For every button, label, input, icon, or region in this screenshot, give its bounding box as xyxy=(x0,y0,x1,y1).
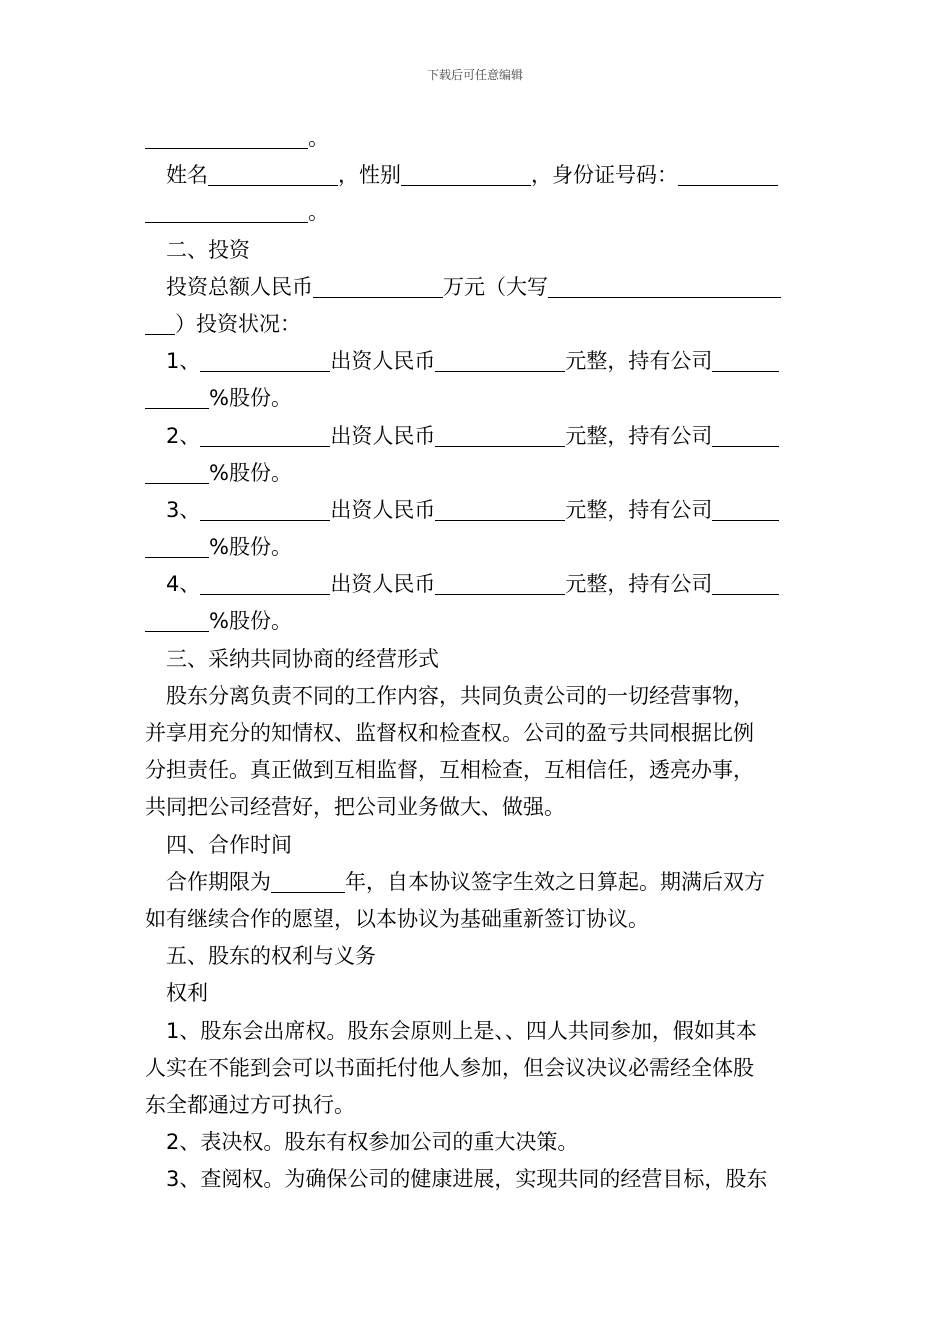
fill-blank[interactable] xyxy=(145,309,175,335)
fill-blank[interactable] xyxy=(200,421,330,447)
subsection-heading: 权利 xyxy=(166,981,208,1006)
fill-blank[interactable] xyxy=(313,272,443,298)
text-line: 姓名 ，性别 ，身份证号码： xyxy=(145,157,807,194)
text-line: %股份。 xyxy=(145,529,807,566)
section-heading: 三、采纳共同协商的经营形式 xyxy=(166,646,439,671)
fill-blank[interactable] xyxy=(435,346,565,372)
text-line: %股份。 xyxy=(145,380,807,417)
text-line: 合作期限为 年，自本协议签字生效之日算起。期满后双方 xyxy=(145,864,807,901)
fill-blank[interactable] xyxy=(145,197,308,223)
text-line: 1、 出资人民币 元整，持有公司 xyxy=(145,343,807,380)
text-line: 人实在不能到会可以书面托付他人参加，但会议决议必需经全体股 xyxy=(145,1055,754,1080)
fill-blank[interactable] xyxy=(145,123,308,149)
fill-blank[interactable] xyxy=(200,346,330,372)
document-body xyxy=(145,120,807,1198)
fill-blank[interactable] xyxy=(712,569,779,595)
section-heading: 五、股东的权利与义务 xyxy=(166,944,376,969)
text-line: 。 xyxy=(145,120,807,157)
text-line: 2、表决权。股东有权参加公司的重大决策。 xyxy=(166,1130,579,1155)
fill-blank[interactable] xyxy=(200,569,330,595)
text-line: 3、 出资人民币 元整，持有公司 xyxy=(145,492,807,529)
text-line: 投资总额人民币 万元（大写 xyxy=(145,269,807,306)
text-line: %股份。 xyxy=(145,603,807,640)
text-line: 分担责任。真正做到互相监督，互相检查，互相信任，透亮办事， xyxy=(145,758,754,783)
fill-blank[interactable] xyxy=(145,458,209,484)
section-heading: 二、投资 xyxy=(166,237,250,262)
fill-blank[interactable] xyxy=(401,160,531,186)
fill-blank[interactable] xyxy=(435,421,565,447)
text-line: ）投资状况： xyxy=(145,306,807,343)
text-line: 3、查阅权。为确保公司的健康进展，实现共同的经营目标，股东 xyxy=(166,1167,768,1192)
page-header: 下载后可任意编辑 xyxy=(426,68,523,82)
fill-blank[interactable] xyxy=(712,495,779,521)
section-heading: 四、合作时间 xyxy=(166,832,292,857)
fill-blank[interactable] xyxy=(145,532,209,558)
text-line: 1、股东会出席权。股东会原则上是、、四人共同参加，假如其本 xyxy=(166,1018,757,1043)
text-line: %股份。 xyxy=(145,455,807,492)
text-line: 2、 出资人民币 元整，持有公司 xyxy=(145,418,807,455)
text-line: 如有继续合作的愿望，以本协议为基础重新签订协议。 xyxy=(145,906,649,931)
fill-blank[interactable] xyxy=(435,495,565,521)
fill-blank[interactable] xyxy=(712,421,779,447)
text-line: 共同把公司经营好，把公司业务做大、做强。 xyxy=(145,795,565,820)
fill-blank[interactable] xyxy=(678,160,778,186)
text-line: 。 xyxy=(145,194,807,231)
fill-blank[interactable] xyxy=(435,569,565,595)
fill-blank[interactable] xyxy=(208,160,338,186)
text-line: 东全都通过方可执行。 xyxy=(145,1092,355,1117)
fill-blank[interactable] xyxy=(145,606,209,632)
fill-blank[interactable] xyxy=(712,346,779,372)
fill-blank[interactable] xyxy=(200,495,330,521)
text-line: 4、 出资人民币 元整，持有公司 xyxy=(145,566,807,603)
fill-blank[interactable] xyxy=(271,867,345,893)
fill-blank[interactable] xyxy=(145,383,209,409)
fill-blank[interactable] xyxy=(548,272,781,298)
text-line: 并享用充分的知情权、监督权和检查权。公司的盈亏共同根据比例 xyxy=(145,721,754,745)
text-line: 股东分离负责不同的工作内容，共同负责公司的一切经营事物， xyxy=(166,683,754,708)
